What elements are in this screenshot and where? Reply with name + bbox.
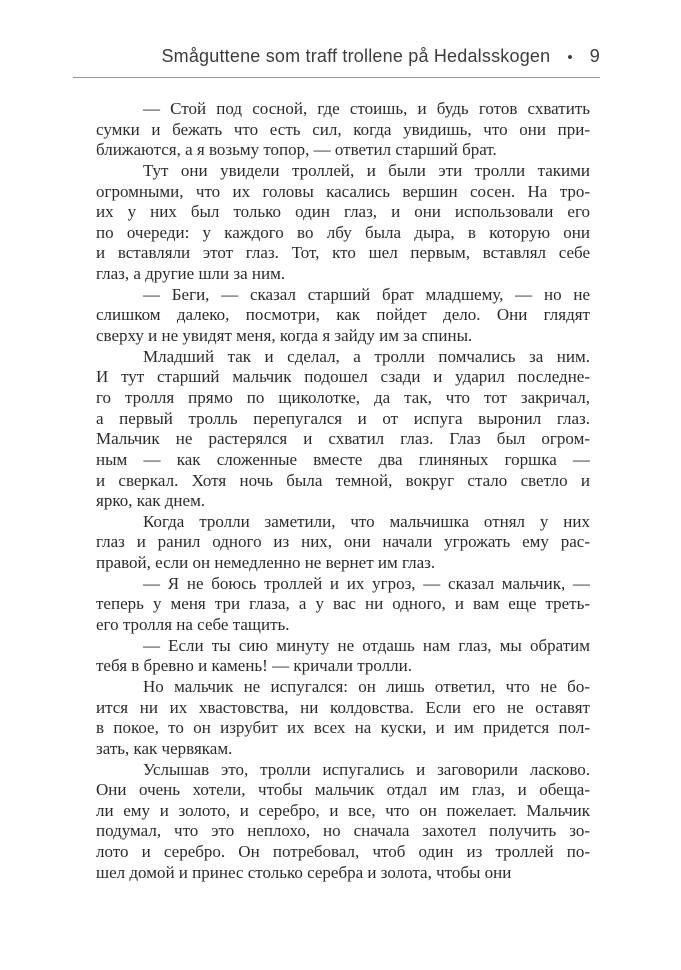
text-line: слишком далеко, посмотри, как пойдет дело. Они глядят xyxy=(96,305,590,325)
text-line: ится ни их хвастовства, ни колдовства. Если его не оставят xyxy=(96,697,590,717)
text-line: теперь у меня три глаза, а у вас ни одного, и вам еще треть- xyxy=(96,594,590,614)
text-line: — Я не боюсь троллей и их угроз, — сказал мальчик, — xyxy=(143,573,590,593)
running-header xyxy=(0,46,600,67)
text-line: в покое, то он изрубит их всех на куски, и им придется пол- xyxy=(96,718,590,738)
running-title: Småguttene som traff trollene på Hedalsskogen xyxy=(161,46,551,66)
text-line: — Беги, — сказал старший брат младшему, — но не xyxy=(143,284,590,304)
text-line: а первый тролль перепугался и от испуга выронил глаз. xyxy=(96,408,590,428)
text-line: по очереди: у каждого во лбу была дыра, в которую они xyxy=(96,222,590,242)
text-line: го тролля прямо по щиколотке, да так, что тот закричал, xyxy=(96,387,590,407)
text-line: глаз, а другие шли за ним. xyxy=(96,264,286,284)
text-line: Но мальчик не испугался: он лишь ответил, что не бо- xyxy=(143,676,590,696)
page-number: 9 xyxy=(589,46,600,66)
text-line: — Если ты сию минуту не отдашь нам глаз, мы обратим xyxy=(143,635,590,655)
text-line: ближаются, а я возьму топор, — ответил старший брат. xyxy=(96,140,497,160)
text-line: Тут они увидели троллей, и были эти тролли такими xyxy=(143,160,590,180)
text-line: глаз и ранил одного из них, они начали угрожать ему рас- xyxy=(96,532,590,552)
text-line: правой, если он немедленно не вернет им глаз. xyxy=(96,553,436,573)
text-line: ным — как сложенные вместе два глиняных горшка — xyxy=(96,449,590,469)
text-line: — Стой под сосной, где стоишь, и будь готов схватить xyxy=(143,99,590,118)
text-line: и сверкал. Хотя ночь была темной, вокруг стало светло и xyxy=(96,470,590,490)
text-line: ярко, как днем. xyxy=(96,491,206,511)
text-line: и вставляли этот глаз. Тот, кто шел первым, вставлял себе xyxy=(96,243,590,263)
text-line: ли ему и золото, и серебро, и все, что он пожелает. Мальчик xyxy=(96,800,590,820)
text-line: их у них был только один глаз, и они использовали его xyxy=(96,202,590,222)
separator-bullet-icon: • xyxy=(567,49,573,66)
text-line: сверху и не увидят меня, когда я зайду им за спины. xyxy=(96,326,473,346)
text-line: шел домой и принес столько серебра и золота, чтобы они xyxy=(96,862,512,882)
text-line: тебя в бревно и камень! — кричали тролли. xyxy=(96,656,412,676)
text-line: огромными, что их головы касались вершин сосен. На тро- xyxy=(96,181,590,201)
text-line: Младший так и сделал, а тролли помчались за ним. xyxy=(143,346,590,366)
text-line: сумки и бежать что есть сил, когда увидишь, что они при- xyxy=(96,119,590,139)
header-rule xyxy=(73,77,600,78)
text-line: подумал, что это неплохо, но сначала захотел получить зо- xyxy=(96,821,590,841)
text-line: зать, как червякам. xyxy=(96,738,233,758)
text-line: Услышав это, тролли испугались и заговорили ласково. xyxy=(143,759,590,779)
text-line: И тут старший мальчик подошел сзади и ударил последне- xyxy=(96,367,590,387)
text-line: Они очень хотели, чтобы мальчик отдал им глаз, и обеща- xyxy=(96,780,590,800)
text-column xyxy=(96,99,590,883)
text-line: Мальчик не растерялся и схватил глаз. Глаз был огром- xyxy=(96,429,590,449)
text-line: его тролля на себе тащить. xyxy=(96,615,290,635)
text-line: лото и серебро. Он потребовал, чтоб один из троллей по- xyxy=(96,842,590,862)
text-line: Когда тролли заметили, что мальчишка отнял у них xyxy=(143,511,590,531)
